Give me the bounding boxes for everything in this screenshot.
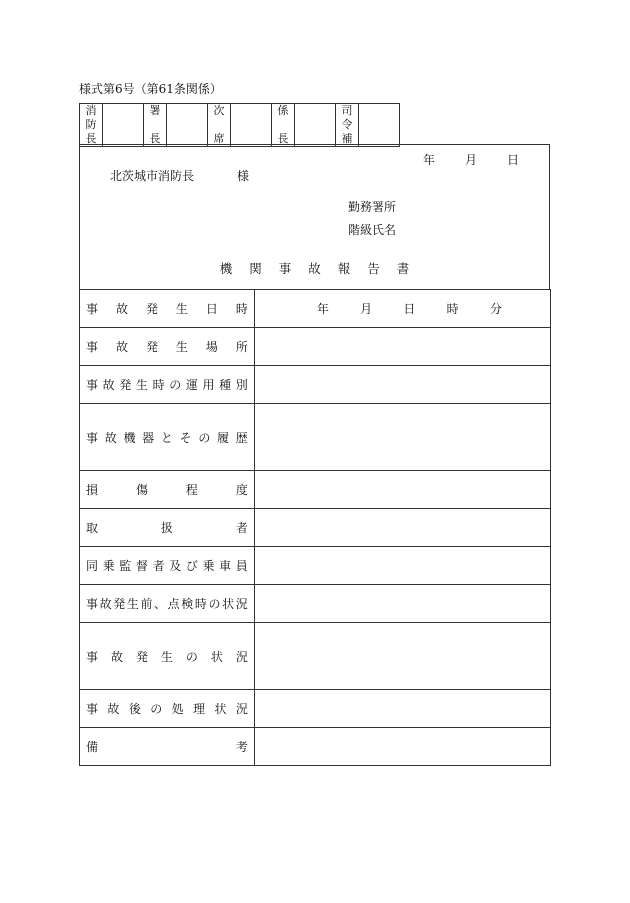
row-label-char: 故 bbox=[99, 597, 112, 611]
year-label: 年 bbox=[422, 153, 435, 167]
row-label-char: 監 bbox=[119, 559, 132, 573]
row-label bbox=[80, 471, 255, 509]
approval-stamp-table bbox=[79, 103, 400, 147]
stamp-label-char: 令 bbox=[341, 118, 353, 131]
row-label-char: 時 bbox=[235, 302, 248, 316]
row-label-char: そ bbox=[179, 430, 192, 445]
row-label-char: 督 bbox=[135, 559, 148, 573]
row-label-char: 別 bbox=[235, 378, 248, 392]
report-row bbox=[80, 471, 551, 509]
datetime-unit: 時 bbox=[446, 302, 459, 316]
row-label-char: 故 bbox=[102, 378, 115, 392]
row-label-char: 状 bbox=[214, 702, 227, 716]
row-label-char: の bbox=[150, 702, 163, 716]
row-label-char: 者 bbox=[235, 521, 248, 535]
report-date[interactable] bbox=[423, 151, 519, 168]
row-label-char: 車 bbox=[219, 559, 232, 573]
stamp-label-char: 消 bbox=[85, 104, 97, 117]
row-label-char: 況 bbox=[235, 649, 248, 664]
row-label bbox=[80, 509, 255, 547]
datetime-unit: 年 bbox=[316, 302, 329, 316]
row-label-char: 事 bbox=[86, 378, 99, 392]
row-label-char: 、 bbox=[154, 597, 167, 611]
row-label-char: 理 bbox=[193, 702, 206, 716]
row-value[interactable] bbox=[254, 585, 550, 623]
row-label-char: 発 bbox=[135, 649, 148, 664]
stamp-label-char: 席 bbox=[213, 132, 225, 145]
stamp-box[interactable] bbox=[103, 104, 144, 147]
row-label-char: 生 bbox=[160, 649, 173, 664]
form-number-label: 様式第6号（第61条関係） bbox=[79, 82, 222, 96]
stamp-label-char bbox=[272, 118, 294, 132]
row-label-char: 考 bbox=[235, 740, 248, 754]
row-label-char: 所 bbox=[235, 340, 248, 354]
row-label-char: 程 bbox=[185, 483, 198, 497]
row-label bbox=[80, 366, 255, 404]
row-label bbox=[80, 585, 255, 623]
row-label-char: 乗 bbox=[102, 559, 115, 573]
row-label-char: 履 bbox=[217, 430, 230, 445]
report-row bbox=[80, 404, 551, 471]
row-label-char: 生 bbox=[126, 597, 139, 611]
datetime-unit: 分 bbox=[489, 302, 502, 316]
stamp-label-char bbox=[144, 118, 166, 132]
row-value[interactable] bbox=[254, 509, 550, 547]
row-label-char: 処 bbox=[171, 702, 184, 716]
row-label-char: 発 bbox=[113, 597, 126, 611]
row-value[interactable] bbox=[254, 547, 550, 585]
row-label-char: 生 bbox=[175, 340, 188, 354]
row-label-char: 取 bbox=[86, 521, 99, 535]
honorific: 様 bbox=[237, 169, 250, 183]
report-row bbox=[80, 623, 551, 690]
stamp-label-char: 長 bbox=[277, 132, 289, 145]
row-label bbox=[80, 328, 255, 366]
row-label-char: 日 bbox=[205, 302, 218, 316]
stamp-label bbox=[208, 104, 231, 147]
row-value[interactable] bbox=[254, 404, 550, 471]
row-label-char: 状 bbox=[222, 597, 235, 611]
row-label bbox=[80, 690, 255, 728]
stamp-label-char: 補 bbox=[341, 132, 353, 145]
row-label-char: 発 bbox=[145, 340, 158, 354]
row-label-char: と bbox=[160, 430, 173, 445]
row-label-char: 生 bbox=[175, 302, 188, 316]
report-title: 機関事故報告書 bbox=[219, 261, 427, 276]
row-label-char: 故 bbox=[115, 302, 128, 316]
row-label bbox=[80, 547, 255, 585]
row-label-char: 故 bbox=[110, 649, 123, 664]
stamp-label-char: 次 bbox=[213, 104, 225, 117]
row-value[interactable] bbox=[254, 290, 550, 328]
row-label-char: 点 bbox=[167, 597, 180, 611]
datetime-unit: 月 bbox=[360, 302, 373, 316]
report-row bbox=[80, 728, 551, 766]
row-label-char: 事 bbox=[86, 430, 99, 445]
report-header bbox=[79, 144, 550, 289]
row-label bbox=[80, 290, 255, 328]
row-label-char: 扱 bbox=[160, 521, 173, 535]
row-label-char: 備 bbox=[86, 740, 99, 754]
row-label-char: 故 bbox=[115, 340, 128, 354]
stamp-label bbox=[272, 104, 295, 147]
stamp-label-char: 長 bbox=[149, 132, 161, 145]
report-row bbox=[80, 547, 551, 585]
report-row bbox=[80, 690, 551, 728]
row-label-char: 員 bbox=[235, 559, 248, 573]
row-label-char: 時 bbox=[152, 378, 165, 392]
row-label-char: 者 bbox=[152, 559, 165, 573]
row-label-char: 及 bbox=[169, 559, 182, 573]
row-label bbox=[80, 728, 255, 766]
row-label-char: 事 bbox=[86, 597, 99, 611]
row-label-char: 用 bbox=[202, 378, 215, 392]
row-label-char: 状 bbox=[210, 649, 223, 664]
stamp-label-char bbox=[208, 118, 230, 132]
row-value[interactable] bbox=[254, 328, 550, 366]
row-label-char: 器 bbox=[142, 430, 155, 445]
row-label-char: 運 bbox=[185, 378, 198, 392]
row-value[interactable] bbox=[254, 623, 550, 690]
stamp-label bbox=[144, 104, 167, 147]
row-label-char: 機 bbox=[123, 430, 136, 445]
datetime-unit: 日 bbox=[403, 302, 416, 316]
row-value[interactable] bbox=[254, 471, 550, 509]
row-value[interactable] bbox=[254, 366, 550, 404]
row-label-char: の bbox=[185, 649, 198, 664]
row-label-char: 況 bbox=[235, 597, 248, 611]
month-label: 月 bbox=[464, 153, 477, 167]
row-label bbox=[80, 623, 255, 690]
office-label: 勤務署所 bbox=[348, 200, 397, 214]
row-label bbox=[80, 404, 255, 471]
row-label-char: 故 bbox=[104, 430, 117, 445]
row-label-char: 前 bbox=[140, 597, 153, 611]
row-label-char: 傷 bbox=[135, 483, 148, 497]
row-label-char: 事 bbox=[86, 340, 99, 354]
row-label-char: の bbox=[198, 430, 211, 445]
row-label-char: 時 bbox=[194, 597, 207, 611]
row-label-char: 発 bbox=[145, 302, 158, 316]
report-table bbox=[79, 289, 551, 766]
row-label-char: の bbox=[169, 378, 182, 392]
row-label-char: 事 bbox=[86, 702, 99, 716]
row-value[interactable] bbox=[254, 728, 550, 766]
report-row bbox=[80, 366, 551, 404]
report-row bbox=[80, 328, 551, 366]
row-label-char: 損 bbox=[86, 483, 99, 497]
stamp-label-char: 署 bbox=[149, 104, 161, 117]
stamp-box[interactable] bbox=[295, 104, 336, 147]
row-label-char: 事 bbox=[86, 649, 99, 664]
row-label-char: び bbox=[185, 559, 198, 573]
stamp-label-char: 司 bbox=[341, 104, 353, 117]
report-row bbox=[80, 509, 551, 547]
row-label-char: 生 bbox=[135, 378, 148, 392]
stamp-box[interactable] bbox=[359, 104, 400, 147]
row-label-char: 歴 bbox=[235, 430, 248, 445]
stamp-label-char: 係 bbox=[277, 104, 289, 117]
addressee: 北茨城市消防長 bbox=[110, 169, 195, 183]
row-label-char: 度 bbox=[235, 483, 248, 497]
row-label-char: 検 bbox=[181, 597, 194, 611]
stamp-label-char: 長 bbox=[85, 132, 97, 145]
stamp-label bbox=[336, 104, 359, 147]
row-label-char: 況 bbox=[235, 702, 248, 716]
row-label-char: 発 bbox=[119, 378, 132, 392]
report-row bbox=[80, 585, 551, 623]
row-value[interactable] bbox=[254, 690, 550, 728]
row-label-char: 故 bbox=[107, 702, 120, 716]
row-label-char: 場 bbox=[205, 340, 218, 354]
row-label-char: 種 bbox=[219, 378, 232, 392]
day-label: 日 bbox=[506, 153, 519, 167]
report-row bbox=[80, 290, 551, 328]
row-label-char: 後 bbox=[128, 702, 141, 716]
stamp-label-char: 防 bbox=[85, 118, 97, 131]
row-label-char: 同 bbox=[86, 559, 99, 573]
stamp-box[interactable] bbox=[167, 104, 208, 147]
row-label-char: の bbox=[208, 597, 221, 611]
rank-name-label: 階級氏名 bbox=[348, 223, 397, 237]
row-label-char: 事 bbox=[86, 302, 99, 316]
stamp-box[interactable] bbox=[231, 104, 272, 147]
row-label-char: 乗 bbox=[202, 559, 215, 573]
stamp-label bbox=[80, 104, 103, 147]
